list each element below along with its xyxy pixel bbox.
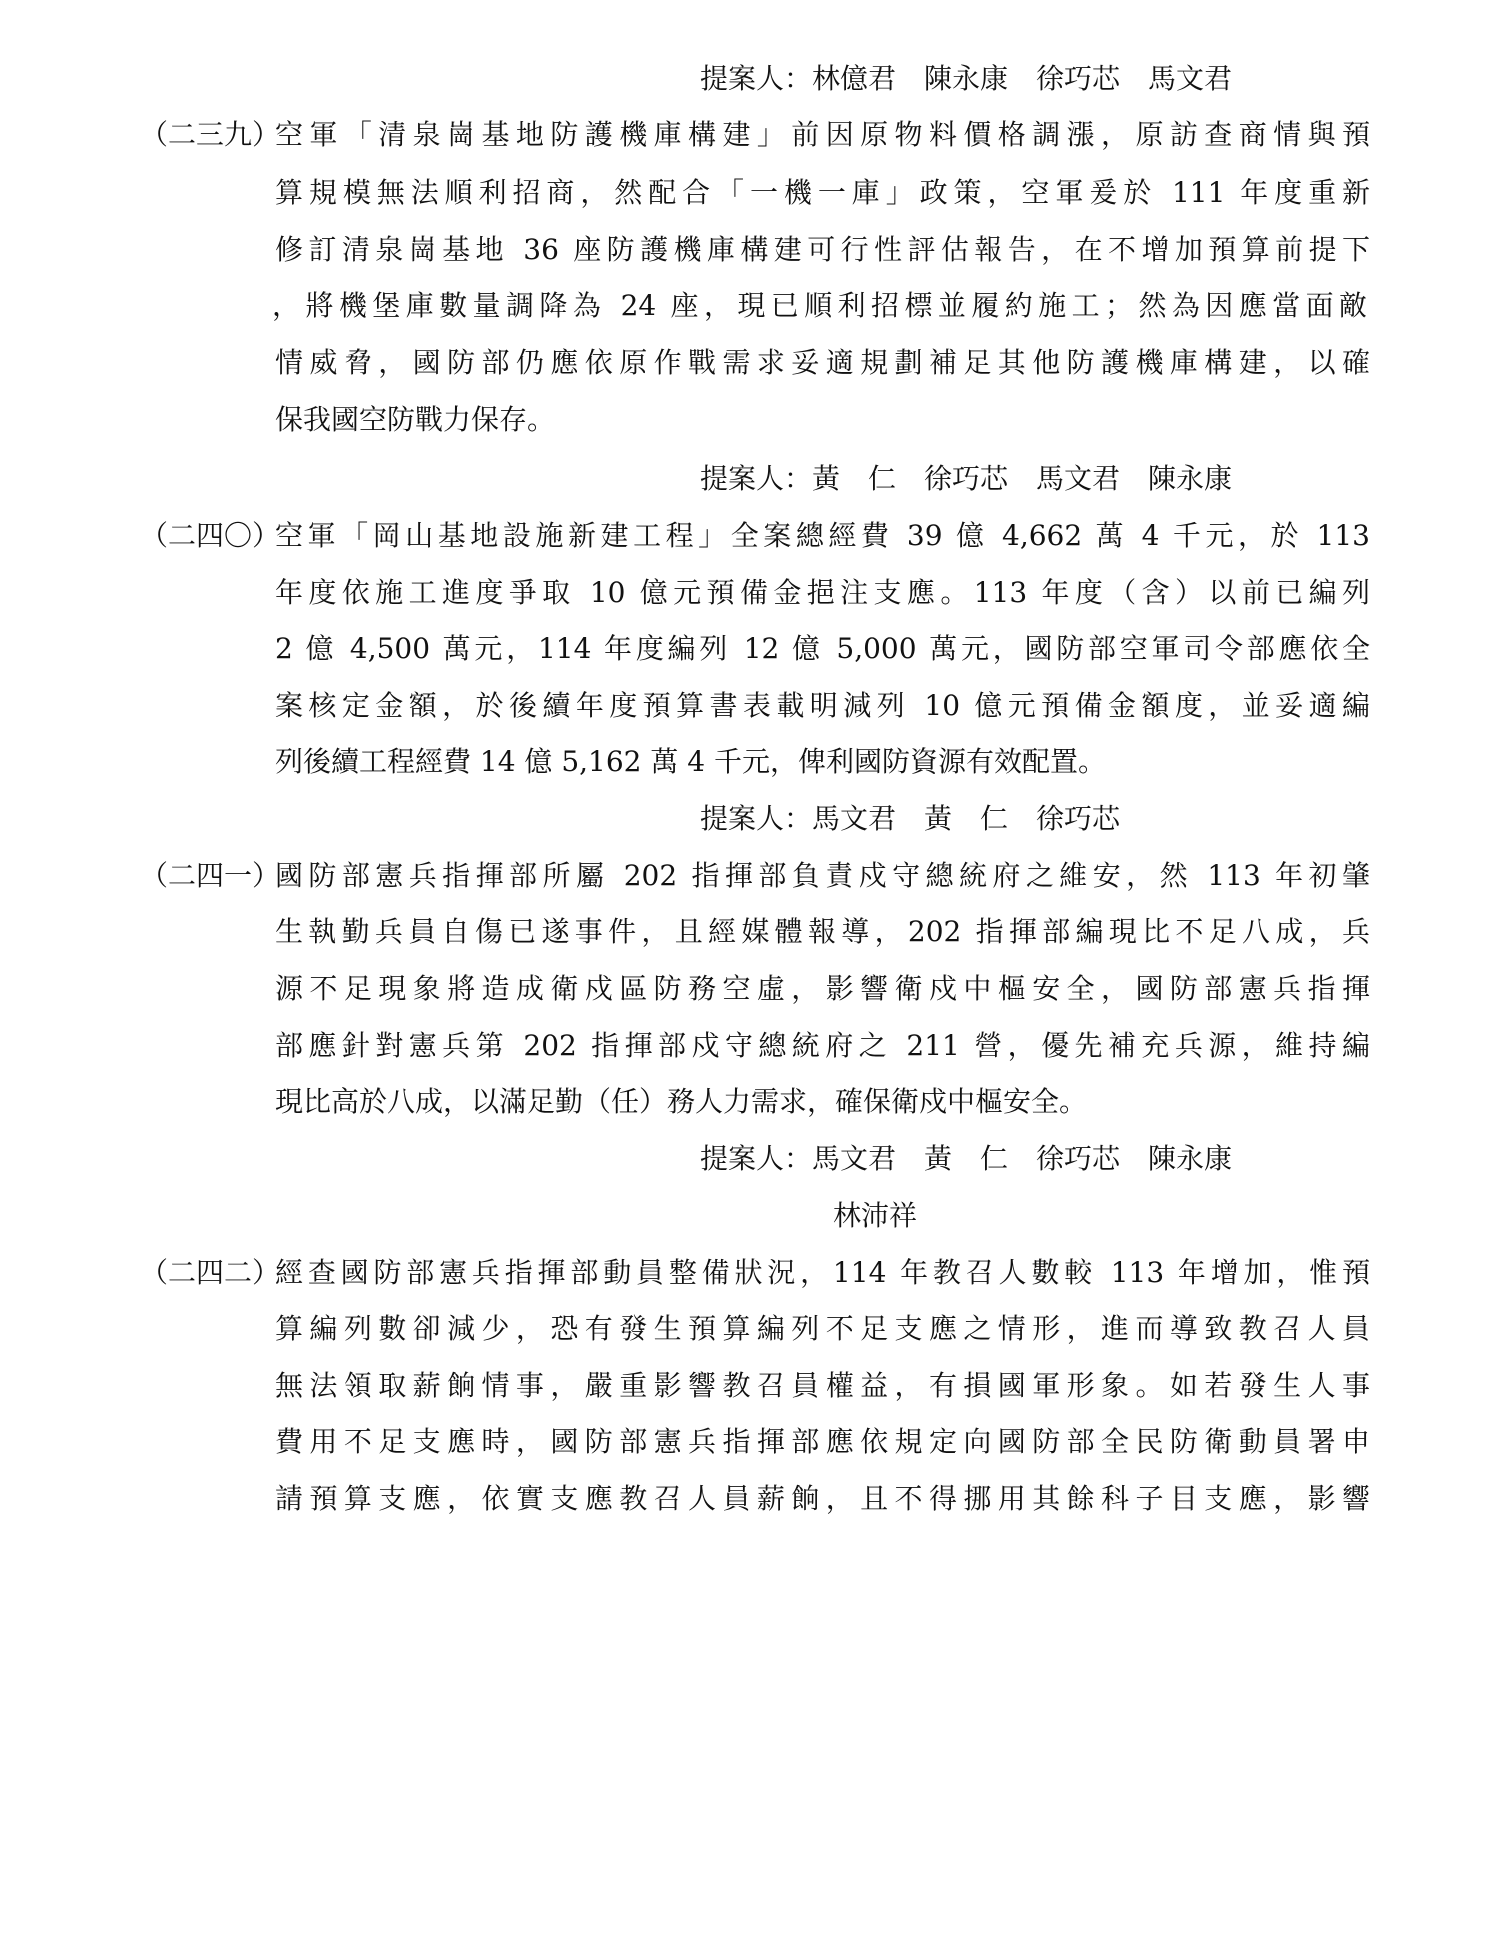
item-text-line: 2 億 4,500 萬元，114 年度編列 12 億 5,000 萬元，國防部空軍司令部應依全 xyxy=(275,632,1370,665)
item-number: （二四二） xyxy=(140,1256,281,1289)
item-text-line: 現比高於八成，以滿足勤（任）務人力需求，確保衛戍中樞安全。 xyxy=(275,1085,1088,1118)
item-text-line: 源不足現象將造成衛戍區防務空虛，影響衛戍中樞安全，國防部憲兵指揮 xyxy=(275,972,1370,1005)
item-text-line: 請預算支應，依實支應教召人員薪餉，且不得挪用其餘科子目支應，影響 xyxy=(275,1482,1370,1515)
item-number: （二三九） xyxy=(140,118,281,151)
item-text-line: 算編列數卻減少，恐有發生預算編列不足支應之情形，進而導致教召人員 xyxy=(275,1312,1370,1345)
proposer-line: 提案人：馬文君 黃 仁 徐巧芯 陳永康 xyxy=(700,1142,1233,1175)
item-text-line: 修訂清泉崗基地 36 座防護機庫構建可行性評估報告，在不增加預算前提下 xyxy=(275,233,1370,266)
item-text-line: ，將機堡庫數量調降為 24 座，現已順利招標並履約施工；然為因應當面敵 xyxy=(272,289,1367,322)
item-text-line: 費用不足支應時，國防部憲兵指揮部應依規定向國防部全民防衛動員署申 xyxy=(275,1425,1370,1458)
item-text-line: 經查國防部憲兵指揮部動員整備狀況，114 年教召人數較 113 年增加，惟預 xyxy=(275,1256,1370,1289)
item-text-line: 算規模無法順利招商，然配合「一機一庫」政策，空軍爰於 111 年度重新 xyxy=(275,176,1370,209)
proposer-line: 提案人：林億君 陳永康 徐巧芯 馬文君 xyxy=(700,62,1233,95)
item-number: （二四〇） xyxy=(140,519,281,552)
item-text-line: 無法領取薪餉情事，嚴重影響教召員權益，有損國軍形象。如若發生人事 xyxy=(275,1369,1370,1402)
item-text-line: 列後續工程經費 14 億 5,162 萬 4 千元，俾利國防資源有效配置。 xyxy=(275,745,1107,778)
item-text-line: 情威脅，國防部仍應依原作戰需求妥適規劃補足其他防護機庫構建，以確 xyxy=(275,346,1370,379)
item-text-line: 部應針對憲兵第 202 指揮部戍守總統府之 211 營，優先補充兵源，維持編 xyxy=(275,1029,1370,1062)
proposer-continuation: 林沛祥 xyxy=(833,1199,918,1232)
item-text-line: 案核定金額，於後續年度預算書表載明減列 10 億元預備金額度，並妥適編 xyxy=(275,689,1370,722)
item-text-line: 空軍「岡山基地設施新建工程」全案總經費 39 億 4,662 萬 4 千元，於 113 xyxy=(275,519,1370,552)
item-text-line: 生執勤兵員自傷已遂事件，且經媒體報導，202 指揮部編現比不足八成，兵 xyxy=(275,915,1370,948)
item-text-line: 空軍「清泉崗基地防護機庫構建」前因原物料價格調漲，原訪查商情與預 xyxy=(275,118,1370,151)
proposer-line: 提案人：馬文君 黃 仁 徐巧芯 xyxy=(700,802,1121,835)
item-text-line: 保我國空防戰力保存。 xyxy=(275,403,556,436)
item-number: （二四一） xyxy=(140,859,281,892)
item-text-line: 年度依施工進度爭取 10 億元預備金挹注支應。113 年度（含）以前已編列 xyxy=(275,576,1370,609)
item-text-line: 國防部憲兵指揮部所屬 202 指揮部負責戍守總統府之維安，然 113 年初肇 xyxy=(275,859,1370,892)
proposer-line: 提案人：黃 仁 徐巧芯 馬文君 陳永康 xyxy=(700,462,1233,495)
